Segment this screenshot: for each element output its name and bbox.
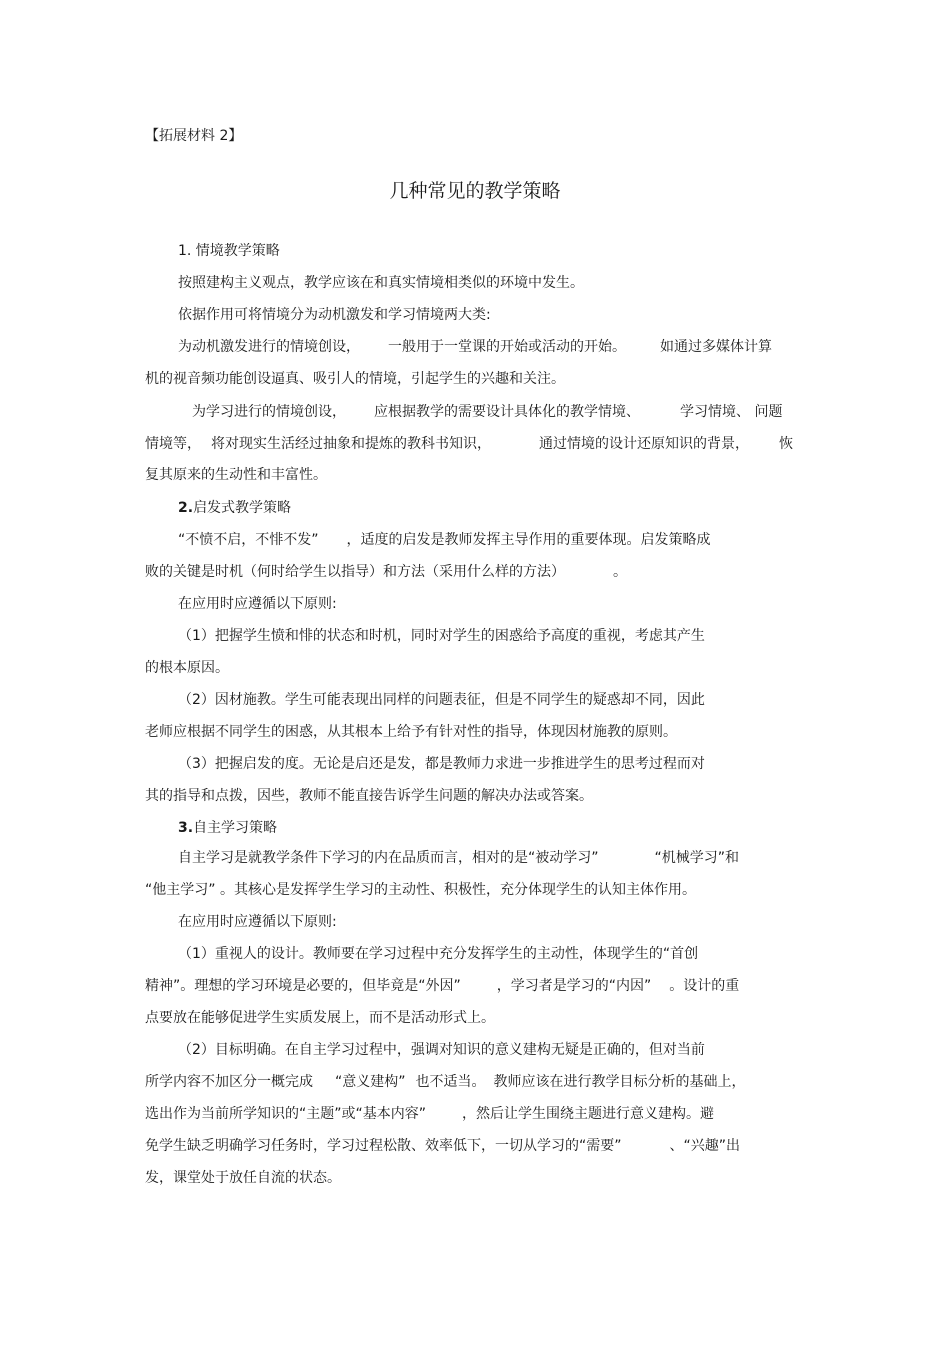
section-2-heading [178, 499, 291, 517]
text-run: 教师应该在进行教学目标分析的基础上， [493, 1074, 746, 1090]
text-run: 学习情境、 问题 [680, 404, 783, 420]
s3-paragraph-2: 在应用时应遵循以下原则: [178, 914, 337, 930]
text-run: 免学生缺乏明确学习任务时，学习过程松散、效率低下，一切从学习的“需要” [145, 1138, 622, 1154]
s3-rule-2-line-3 [145, 1105, 714, 1123]
s1-paragraph-2: 依据作用可将情境分为动机激发和学习情境两大类: [178, 307, 491, 323]
s2-paragraph-1-line-2 [145, 563, 627, 581]
text-run: 为学习进行的情境创设， [192, 404, 346, 420]
section-3-title: 自主学习策略 [193, 820, 278, 836]
s1-paragraph-1: 按照建构主义观点，教学应该在和真实情境相类似的环境中发生。 [178, 275, 584, 291]
header-label: 【拓展材料 2】 [145, 128, 243, 144]
s3-rule-1-line-2 [145, 977, 739, 995]
text-run: 精神”。理想的学习环境是必要的，但毕竟是“外因” [145, 978, 461, 994]
text-run: 败的关键是时机（何时给学生以指导）和方法（采用什么样的方法） [145, 564, 565, 580]
text-run: “不愤不启，不悱不发” [178, 532, 319, 548]
text-run: 选出作为当前所学知识的“主题”或“基本内容” [145, 1106, 427, 1122]
s2-paragraph-1-line-1 [178, 531, 711, 549]
s2-rule-3-line-1: （3）把握启发的度。无论是启还是发，都是教师力求进一步推进学生的思考过程而对 [178, 756, 705, 772]
text-run: 恢 [779, 436, 793, 452]
s1-paragraph-4-line-3: 复其原来的生动性和丰富性。 [145, 467, 327, 483]
s3-rule-1-line-1: （1）重视人的设计。教师要在学习过程中充分发挥学生的主动性，体现学生的“首创 [178, 946, 699, 962]
text-run: ，适度的启发是教师发挥主导作用的重要体现。启发策略成 [346, 532, 711, 548]
s2-rule-1-line-2: 的根本原因。 [145, 660, 229, 676]
page-title: 几种常见的教学策略 [389, 180, 561, 202]
s3-rule-1-line-3: 点要放在能够促进学生实质发展上，而不是活动形式上。 [145, 1010, 495, 1026]
s2-rule-2-line-2: 老师应根据不同学生的困惑，从其根本上给予有针对性的指导，体现因材施教的原则。 [145, 724, 677, 740]
text-run: ，学习者是学习的“内因” [496, 978, 652, 994]
text-run: 一般用于一堂课的开始或活动的开始。 [388, 339, 626, 355]
text-run: 情境等， [145, 436, 201, 452]
text-run: 为动机激发进行的情境创设， [178, 339, 360, 355]
text-run: 通过情境的设计还原知识的背景， [539, 436, 749, 452]
text-run: 。设计的重 [669, 978, 740, 994]
section-2-title: 启发式教学策略 [193, 500, 292, 516]
s3-paragraph-1-line-1 [178, 849, 739, 867]
text-run: 。 [613, 564, 627, 580]
section-3-number: 3. [178, 820, 194, 836]
s3-rule-2-line-1: （2）目标明确。在自主学习过程中，强调对知识的意义建构无疑是正确的，但对当前 [178, 1042, 705, 1058]
text-run: 自主学习是就教学条件下学习的内在品质而言，相对的是“被动学习” [178, 850, 599, 866]
section-1-heading: 1. 情境教学策略 [178, 243, 280, 259]
section-2-number: 2. [178, 500, 194, 516]
s2-rule-1-line-1: （1）把握学生愤和悱的状态和时机，同时对学生的困惑给予高度的重视，考虑其产生 [178, 628, 705, 644]
s1-paragraph-4-line-2 [145, 435, 793, 453]
text-run: 将对现实生活经过抽象和提炼的教科书知识， [211, 436, 491, 452]
s3-rule-2-line-5: 发，课堂处于放任自流的状态。 [145, 1170, 341, 1186]
s2-rule-2-line-1: （2）因材施教。学生可能表现出同样的问题表征，但是不同学生的疑惑却不同，因此 [178, 692, 705, 708]
text-run: 也不适当。 [415, 1074, 486, 1090]
text-run: 如通过多媒体计算 [660, 339, 772, 355]
s2-paragraph-2: 在应用时应遵循以下原则: [178, 596, 337, 612]
s1-paragraph-4-line-1 [192, 403, 782, 421]
s3-rule-2-line-4 [145, 1137, 740, 1155]
s1-paragraph-3-line-2: 机的视音频功能创设逼真、吸引人的情境，引起学生的兴趣和关注。 [145, 371, 565, 387]
text-run: “意义建构” [335, 1074, 406, 1090]
s3-rule-2-line-2 [145, 1073, 746, 1091]
text-run: 应根据教学的需要设计具体化的教学情境、 [374, 404, 640, 420]
s2-rule-3-line-2: 其的指导和点拨，因些，教师不能直接告诉学生问题的解决办法或答案。 [145, 788, 593, 804]
text-run: “机械学习”和 [654, 850, 740, 866]
section-3-heading [178, 819, 277, 837]
text-run: 、“兴趣”出 [669, 1138, 741, 1154]
text-run: 所学内容不加区分一概完成 [145, 1074, 313, 1090]
s3-paragraph-1-line-2: “他主学习” 。其核心是发挥学生学习的主动性、积极性，充分体现学生的认知主体作用。 [145, 882, 696, 898]
text-run: ，然后让学生围绕主题进行意义建构。避 [462, 1106, 715, 1122]
s1-paragraph-3-line-1 [178, 338, 772, 356]
